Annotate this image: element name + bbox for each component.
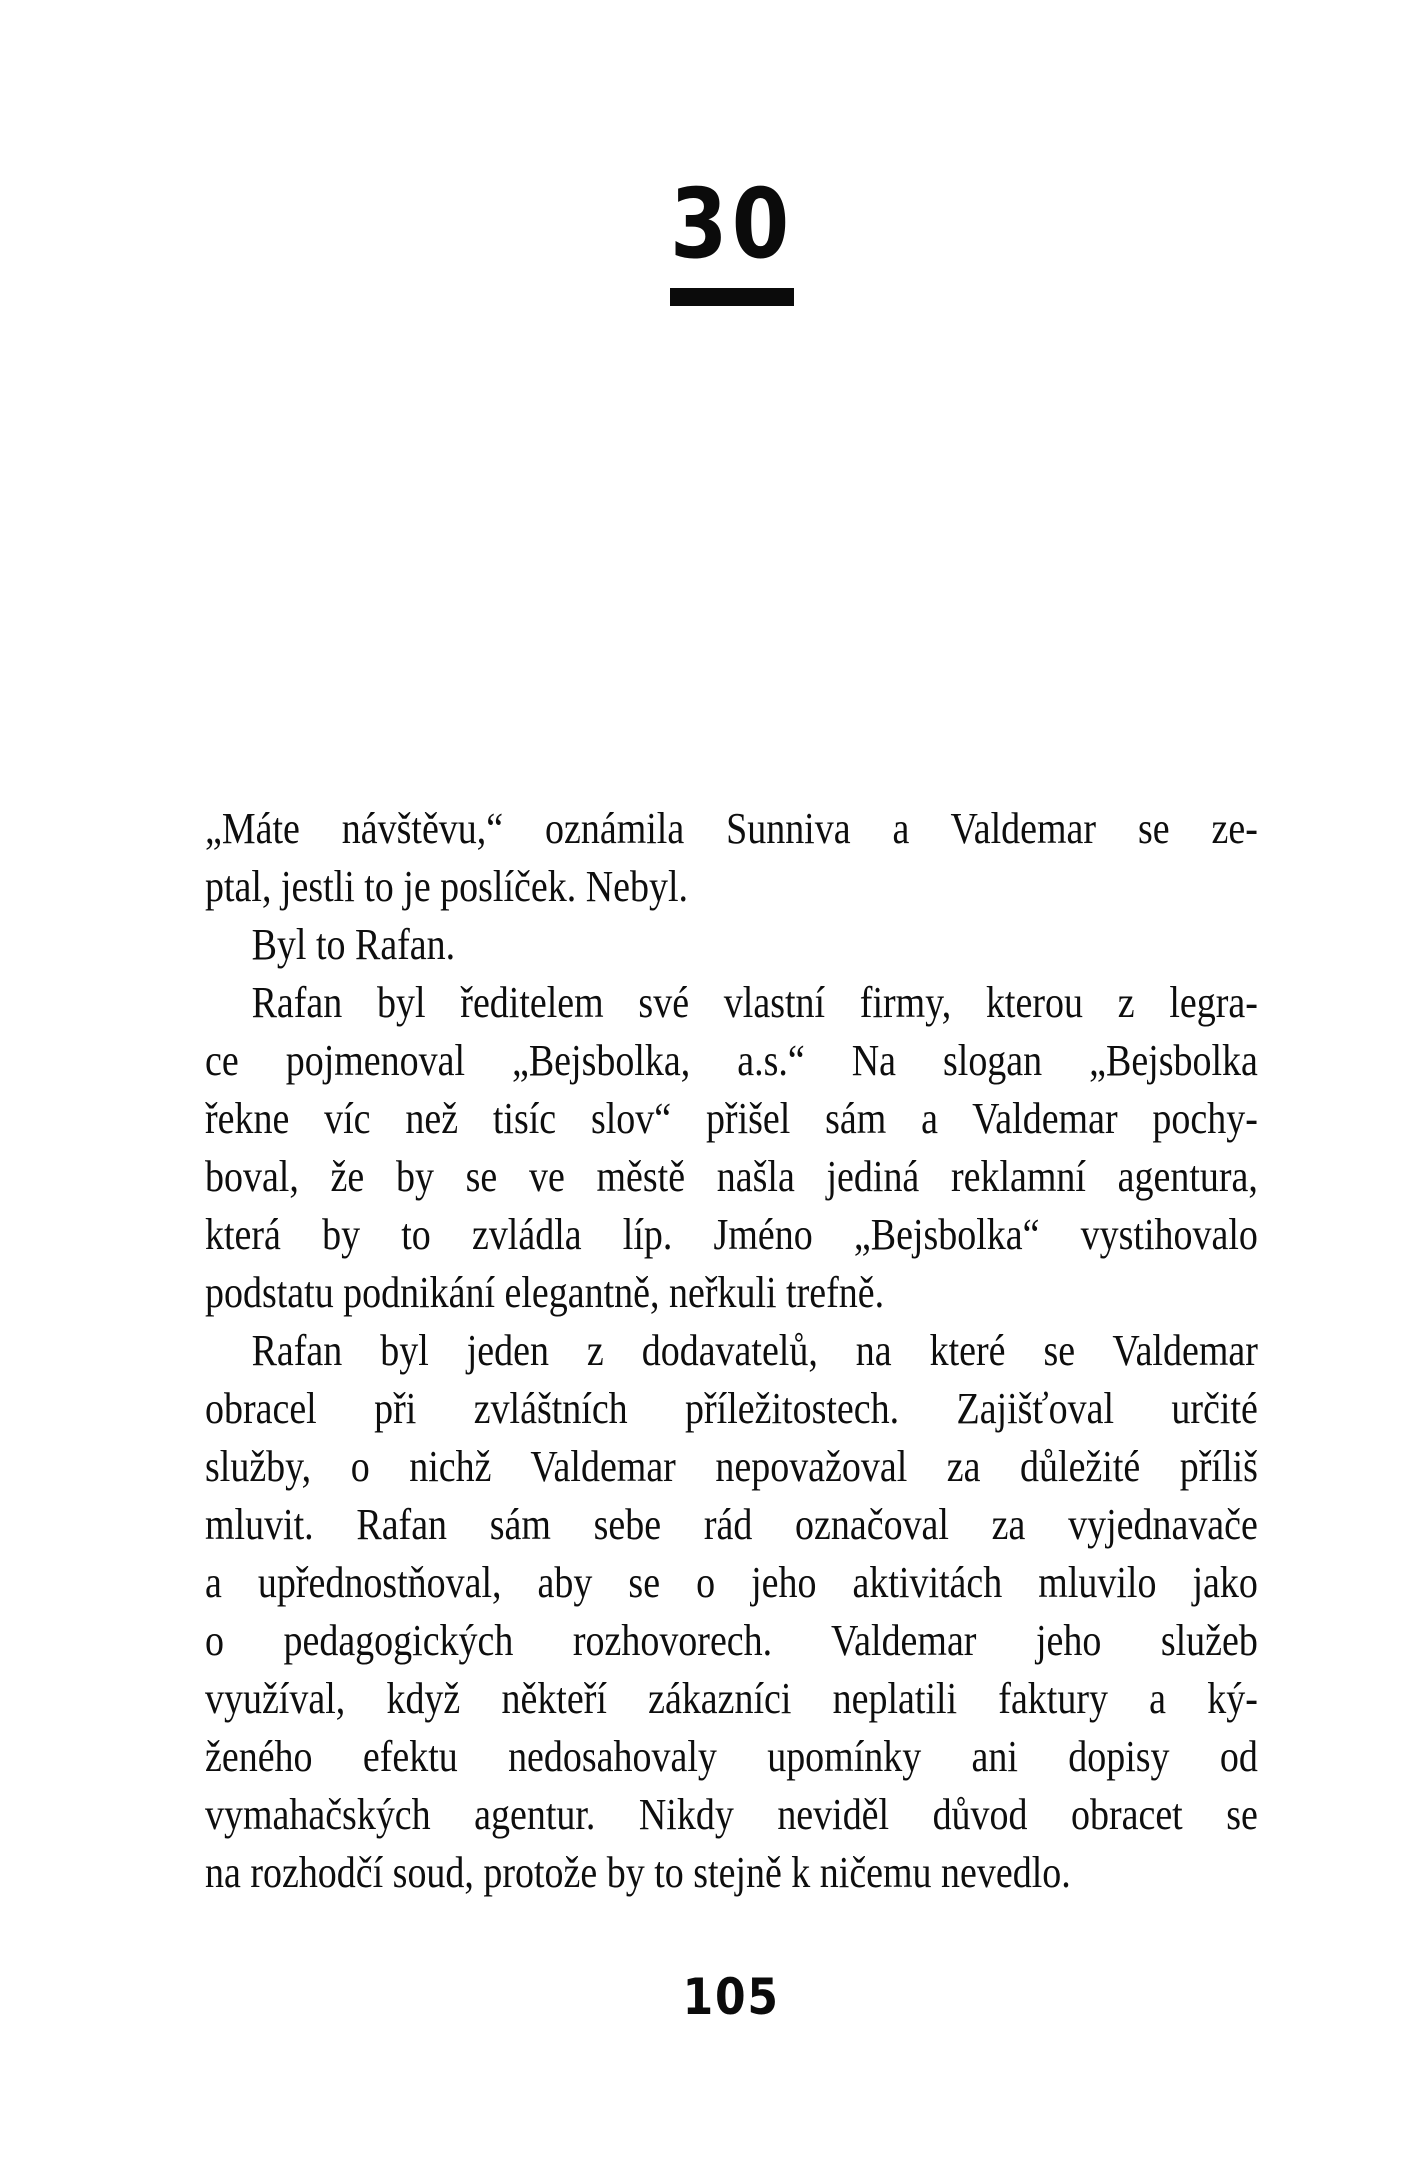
- text-line: podstatu podnikání elegantně, neřkuli trefně.: [205, 1268, 885, 1317]
- text-line: využíval, když někteří zákazníci neplatili faktury a ký-: [205, 1674, 1258, 1723]
- page-footer: [205, 1968, 1258, 2026]
- chapter-number: 30: [669, 168, 794, 280]
- chapter-underline: [670, 288, 794, 306]
- text-line: ptal, jestli to je poslíček. Nebyl.: [205, 862, 688, 911]
- text-line: která by to zvládla líp. Jméno „Bejsbolka“ vystihovalo: [205, 1210, 1258, 1259]
- text-line: „Máte návštěvu,“ oznámila Sunniva a Valdemar se ze-: [205, 804, 1258, 853]
- text-line: Rafan byl jeden z dodavatelů, na které se Valdemar: [251, 1326, 1258, 1375]
- text-line: řekne víc než tisíc slov“ přišel sám a Valdemar pochy-: [205, 1094, 1258, 1143]
- paragraph: [205, 916, 1258, 974]
- body-text: [205, 800, 1258, 1902]
- text-line: služby, o nichž Valdemar nepovažoval za důležité příliš: [205, 1442, 1258, 1491]
- page-number: 105: [682, 1968, 781, 2026]
- chapter-heading: [205, 168, 1258, 306]
- text-line: Byl to Rafan.: [251, 920, 456, 969]
- text-line: ce pojmenoval „Bejsbolka, a.s.“ Na slogan „Bejsbolka: [205, 1036, 1258, 1085]
- text-line: ženého efektu nedosahovaly upomínky ani dopisy od: [205, 1732, 1258, 1781]
- text-line: boval, že by se ve městě našla jediná reklamní agentura,: [205, 1152, 1258, 1201]
- paragraph: [205, 974, 1258, 1322]
- paragraph: [205, 800, 1258, 916]
- text-line: Rafan byl ředitelem své vlastní firmy, kterou z legra-: [251, 978, 1258, 1027]
- text-line: obracel při zvláštních příležitostech. Zajišťoval určité: [205, 1384, 1258, 1433]
- text-line: mluvit. Rafan sám sebe rád označoval za vyjednavače: [205, 1500, 1258, 1549]
- text-line: a upřednostňoval, aby se o jeho aktivitách mluvilo jako: [205, 1558, 1258, 1607]
- paragraph: [205, 1322, 1258, 1902]
- text-line: na rozhodčí soud, protože by to stejně k ničemu nevedlo.: [205, 1848, 1071, 1897]
- text-line: o pedagogických rozhovorech. Valdemar jeho služeb: [205, 1616, 1258, 1665]
- text-line: vymahačských agentur. Nikdy neviděl důvod obracet se: [205, 1790, 1258, 1839]
